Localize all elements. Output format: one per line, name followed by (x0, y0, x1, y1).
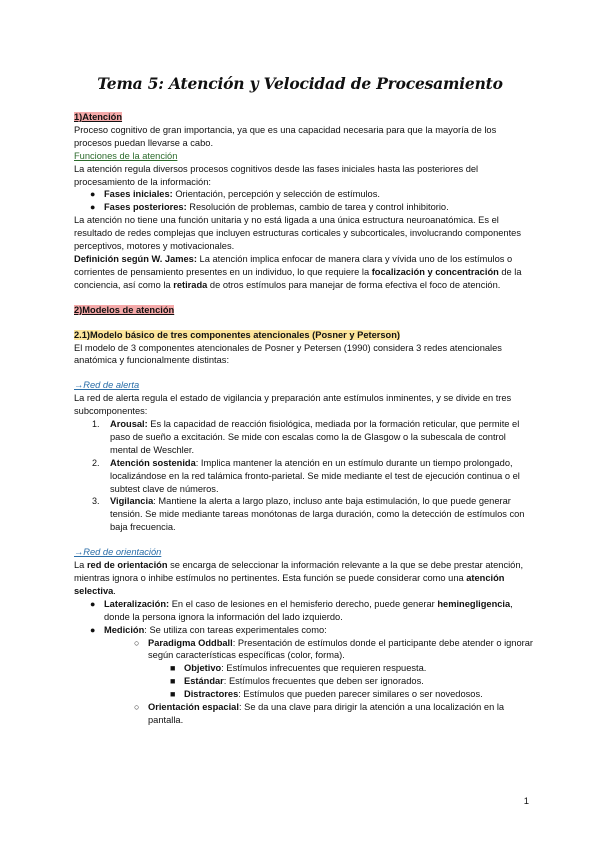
list-item: ● Fases iniciales: Orientación, percepción y selección de estímulos. (90, 189, 380, 200)
list-item: 3. Vigilancia: Mantiene la alerta a largo plazo, incluso ante baja estimulación, lo que puede generar tensión. Se mide mediante tareas monótonas de larga duración, como la detección de estímulos con baja frecuencia. (92, 496, 525, 533)
document-body (74, 111, 534, 727)
list-item: 2. Atención sostenida: Implica mantener la atención en un estímulo durante un tiempo prolongado, localizándose en la red talámica fronto-parietal. Se mide mediante el test de ejecución continua o el subtest clave de números. (92, 457, 520, 494)
bullet-icon: ● (90, 202, 96, 213)
paragraph-definicion: Definición según W. James: La atención implica enfocar de manera clara y vívida uno de los estímulos o corrientes de pensamiento presentes en un individuo, lo que requiere la focalización y concentración de la conciencia, así como la retirada de otros estímulos para manejar de forma efectiva el foco de atención. (74, 253, 522, 290)
list-item: ○ Paradigma Oddball: Presentación de estímulos donde el participante debe atender o ignorar según características específicas (color, forma). (134, 637, 534, 661)
list-item: ● Lateralización: En el caso de lesiones en el hemisferio derecho, puede generar heminegligencia, donde la persona ignora la información del lado izquierdo. (90, 598, 513, 622)
paragraph-alerta: La red de alerta regula el estado de vigilancia y preparación ante estímulos inminentes, y se divide en tres subcomponentes: (74, 393, 512, 417)
paragraph-modelo: El modelo de 3 componentes atencionales de Posner y Petersen (1990) considera 3 redes atencionales anatómica y funcionalmente distintas: (74, 342, 502, 366)
page-title: Tema 5: Atención y Velocidad de Procesamiento (97, 74, 503, 93)
paragraph-intro: Proceso cognitivo de gran importancia, ya que es una capacidad necesaria para que la mayoría de los procesos puedan llevarse a cabo. (74, 124, 497, 148)
subsection-heading-posner: 2.1)Modelo básico de tres componentes atencionales (Posner y Peterson) (74, 329, 400, 340)
subheading-funciones: Funciones de la atención (74, 150, 178, 161)
circle-bullet-icon: ○ (134, 702, 140, 713)
bullet-icon: ● (90, 189, 96, 200)
fases-list (74, 188, 534, 214)
list-item: ■ Objetivo: Estímulos infrecuentes que requieren respuesta. (170, 663, 427, 674)
page-number: 1 (523, 796, 529, 807)
square-bullet-icon: ■ (170, 676, 176, 687)
list-item: ■ Distractores: Estímulos que pueden parecer similares o ser novedosos. (170, 689, 483, 700)
list-item: ● Medición: Se utiliza con tareas experimentales como: (90, 624, 327, 635)
list-item: ■ Estándar: Estímulos frecuentes que deben ser ignorados. (170, 676, 424, 687)
alerta-list (74, 418, 534, 534)
list-item: 1. Arousal: Es la capacidad de reacción fisiológica, mediada por la formación reticular, que permite el paso de sueño a excitación. Se mide con escalas como la de Glasgow o la subescala de control mental de Weschler. (92, 419, 520, 455)
list-item: ● Fases posteriores: Resolución de problemas, cambio de tarea y control inhibitorio. (90, 202, 449, 213)
orientacion-list (74, 598, 534, 727)
bullet-icon: ● (90, 598, 96, 609)
section-heading-modelos: 2)Modelos de atención (74, 304, 175, 315)
bullet-icon: ● (90, 624, 96, 635)
paragraph-orientacion: La red de orientación se encarga de seleccionar la información relevante a la que se debe prestar atención, mientras ignora o inhibe estímulos no pertinentes. Esta función se puede considerar como una atención selectiva. (74, 560, 524, 596)
section-heading-atencion: 1)Atención (74, 112, 123, 122)
list-item: ○ Orientación espacial: Se da una clave para dirigir la atención a una localización en la pantalla. (134, 702, 505, 725)
circle-bullet-icon: ○ (134, 637, 140, 648)
paragraph-funciones: La atención regula diversos procesos cognitivos desde las fases iniciales hasta las posteriores del procesamiento de la información: (74, 163, 479, 187)
heading-red-orientacion: →Red de orientación (74, 547, 162, 558)
square-bullet-icon: ■ (170, 663, 176, 674)
square-bullet-icon: ■ (170, 689, 176, 700)
paragraph-unitaria: La atención no tiene una función unitaria y no está ligada a una única estructura neuroanatómica. Es el resultado de redes complejas que incluyen estructuras corticales y subcorticales, involucrando componentes perceptivos, motores y motivacionales. (74, 215, 522, 252)
heading-red-alerta: →Red de alerta (74, 380, 140, 391)
